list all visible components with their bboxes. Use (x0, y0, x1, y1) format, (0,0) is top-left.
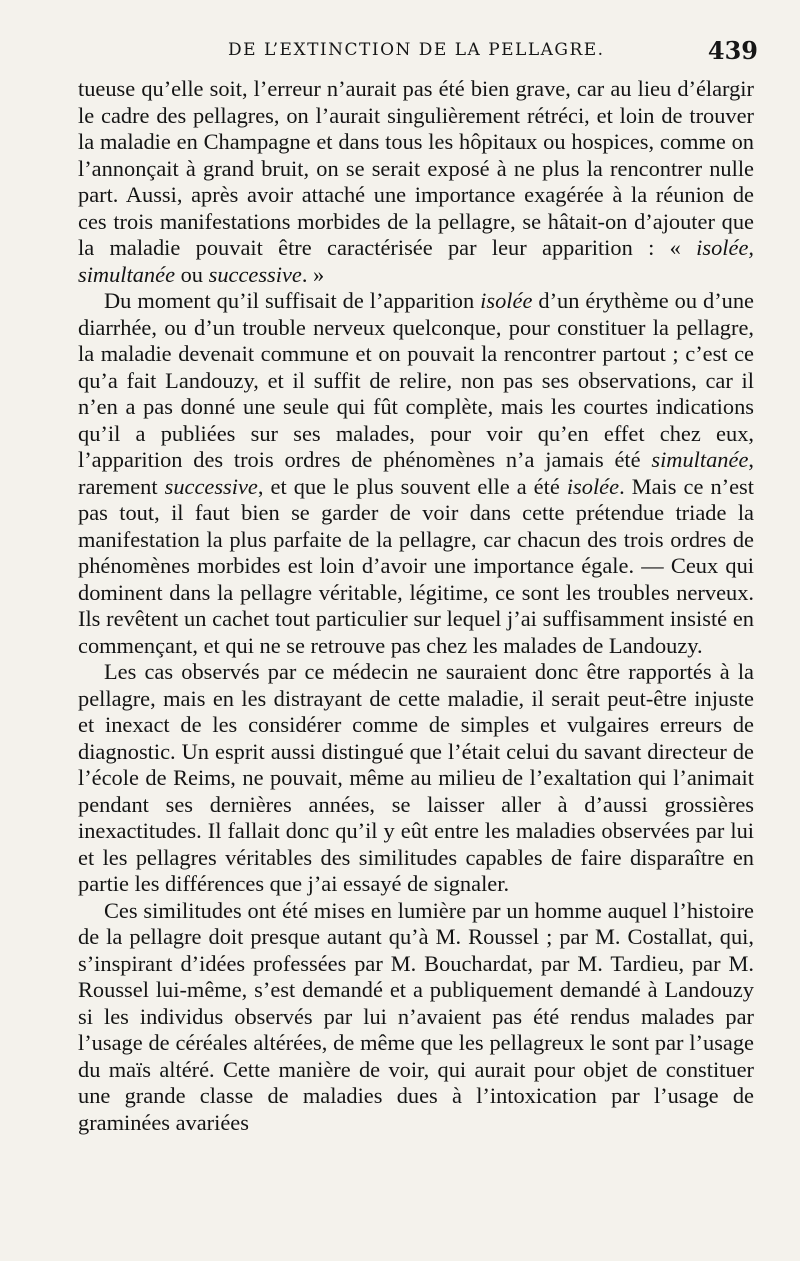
text-run: tueuse qu’elle soit, l’erreur n’aurait pas été bien grave, car au lieu d’élargir le cadre des pellagres, on l’aurait singulièrement rétréci, et loin de trouver la maladie en Champagne et dans tous les hôpitaux ou hospices, comme on l’annonçait à grand bruit, on se serait exposé à ne plus la rencontrer nulle part. Aussi, après avoir attaché une importance exagérée à la réunion de ces trois manifestations morbides de la pellagre, se hâtait-on d’ajouter que la maladie pouvait être caractérisée par leur apparition : « (78, 76, 754, 260)
body-text (78, 76, 754, 1136)
text-run: . » (301, 261, 325, 287)
text-run: , rarement (78, 447, 754, 499)
paragraph (78, 898, 754, 1137)
italic-text: isolée (566, 473, 620, 499)
italic-text: successive (164, 473, 258, 499)
text-run: ou (175, 261, 209, 287)
italic-text: successive (208, 261, 302, 287)
italic-text: isolée, simultanée (78, 235, 754, 287)
page-number: 439 (707, 36, 758, 65)
page-header (78, 36, 758, 74)
text-run: Les cas observés par ce médecin ne sauraient donc être rapportés à la pellagre, mais en les distrayant de cette maladie, il serait peut-être injuste et inexact de les considérer comme de simples et vulgaires erreurs de diagnostic. Un esprit aussi distingué que l’était celui du savant directeur de l’école de Reims, ne pouvait, même au milieu de l’exaltation qui l’animait pendant ses dernières années, se laisser aller à d’aussi grossières inexactitudes. Il fallait donc qu’il y eût entre les maladies observées par lui et les pellagres véritables des similitudes capables de faire disparaître en partie les différences que j’ai essayé de signaler. (78, 659, 754, 896)
running-title: DE L’EXTINCTION DE LA PELLAGRE. (228, 40, 605, 60)
text-run: Ces similitudes ont été mises en lumière par un homme auquel l’histoire de la pellagre doit presque autant qu’à M. Roussel ; par M. Costallat, qui, s’inspirant d’idées professées par M. Bouchardat, par M. Tardieu, par M. Roussel lui-même, s’est demandé et a publiquement demandé à Landouzy si les individus observés par lui n’avaient pas été rendus malades par l’usage de céréales altérées, de même que les pellagreux le sont par l’usage du maïs altéré. Cette manière de voir, qui aurait pour objet de constituer une grande classe de maladies dues à l’intoxication par l’usage de graminées avariées (78, 897, 754, 1135)
paragraph (78, 659, 754, 898)
text-run: Du moment qu’il suffisait de l’apparition (104, 288, 481, 313)
paragraph (78, 76, 754, 288)
italic-text: simultanée (651, 447, 749, 472)
text-run: . Mais ce n’est pas tout, il faut bien se garder de voir dans cette prétendue triade la manifestation la plus parfaite de la pellagre, car chacun des trois ordres de phénomènes morbides est loin d’avoir une importance égale. — Ceux qui dominent dans la pellagre véritable, légitime, ce sont les troubles nerveux. Ils revêtent un cachet tout particulier sur lequel j’ai suffisamment insisté en commençant, et qui ne se retrouve pas chez les malades de Landouzy. (78, 473, 754, 658)
text-run: , et que le plus souvent elle a été (257, 473, 567, 499)
italic-text: isolée (480, 288, 533, 313)
text-run: d’un érythème ou d’une diarrhée, ou d’un trouble nerveux quelconque, pour constituer la pellagre, la maladie devenait commune et on pouvait la rencontrer partout ; c’est ce qu’a fait Landouzy, et il suffit de relire, non pas ses observations, car il n’en a pas donné une seule qui fût complète, mais les courtes indications qu’il a publiées sur ses malades, pour voir qu’en effet chez eux, l’apparition des trois ordres de phénomènes n’a jamais été (78, 288, 754, 472)
paragraph (78, 288, 754, 659)
